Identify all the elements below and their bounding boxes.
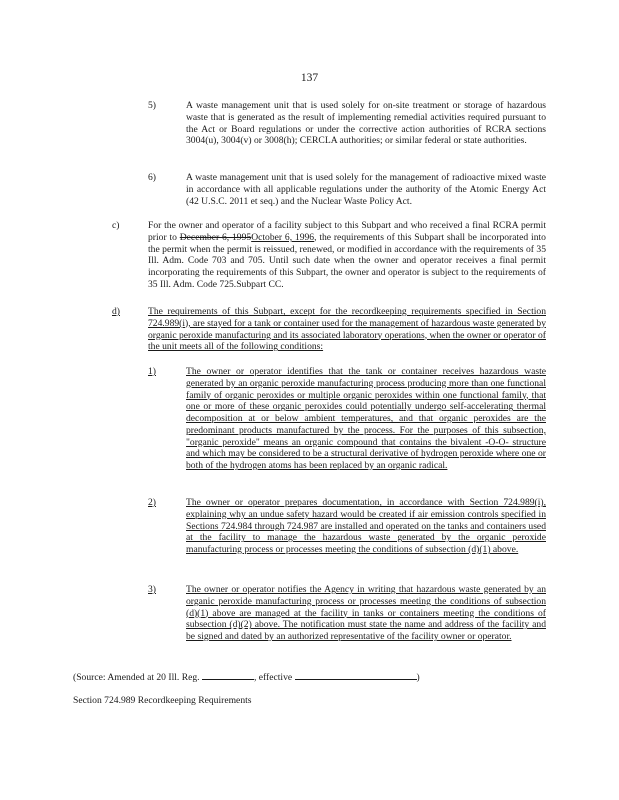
item-d2-text: The owner or operator prepares documentation, in accordance with Section 724.989(i), explaining why an undue safety hazard would be created if air emission controls specified in Sections 724.984 through 724.987 are installed and operated on the tanks and containers used at the facility to manage the hazardous waste generated by the organic peroxide manufacturing process or processes meeting the conditions of subsection (d)(1) above. [186, 497, 546, 555]
item-d3-label: 3) [148, 584, 156, 595]
item-d-text: The requirements of this Subpart, except for the recordkeeping requirements specified in Section 724.989(i), are stayed for a tank or container used for the management of hazardous waste generated by organic peroxide manufacturing and its associated laboratory operations, when the owner or operator of the unit meets all of the following conditions: [148, 306, 546, 353]
item-d2-label: 2) [148, 497, 156, 508]
item-d-label: d) [112, 306, 120, 317]
source-suffix: ) [416, 672, 420, 683]
item-5 [186, 100, 546, 147]
item-d1-text: The owner or operator identifies that the tank or container receives hazardous waste generated by an organic peroxide manufacturing process producing more than one functional family of organic peroxides or multiple organic peroxides within one functional family, that one or more of these organic peroxides could potentially undergo self-accelerating thermal decomposition at or below ambient temperatures, and that organic peroxides are the predominant products manufactured by the process. For the purposes of this subsection, "organic peroxide" means an organic compound that contains the bivalent -O-O- structure and which may be considered to be a structural derivative of hydrogen peroxide where one or both of the hydrogen atoms has been replaced by an organic radical. [186, 366, 546, 471]
item-c [148, 220, 546, 291]
item-d2 [186, 497, 546, 556]
item-c-struck-date: December 6, 1995 [179, 231, 252, 243]
source-note [73, 670, 420, 684]
item-5-text: A waste management unit that is used solely for on-site treatment or storage of hazardous waste that is generated as the result of implementing remedial activities required pursuant to the Act or Board regulations or under the corrective action authorities of RCRA sections 3004(u), 3004(v) or 3008(h); CERCLA authorities; or similar federal or state authorities. [186, 100, 546, 147]
item-6-text: A waste management unit that is used solely for the management of radioactive mixed waste in accordance with all applicable regulations under the authority of the Atomic Energy Act (42 U.S.C. 2011 et seq.) and the Nuclear Waste Policy Act. [186, 172, 546, 207]
page-number: 137 [300, 72, 319, 84]
source-prefix: (Source: Amended at 20 Ill. Reg. [73, 672, 202, 683]
item-d1-label: 1) [148, 366, 156, 377]
item-c-text-2: , the requirements of this Subpart shall be incorporated into the permit when the permit is reissued, renewed, or modified in accordance with the requirements of 35 Ill. Adm. Code 703 and 705. Until such date when the owner and operator receives a final permit incorporating the requirements of this Subpart, the owner and operator is subject to the requirements of 35 Ill. Adm. Code 725.Subpart CC. [148, 231, 546, 290]
item-5-label: 5) [148, 100, 156, 111]
section-heading: Section 724.989 Recordkeeping Requirements [73, 695, 252, 706]
source-effective: , effective [253, 672, 295, 683]
item-d [148, 306, 546, 353]
item-d1 [186, 366, 546, 472]
item-d3 [186, 584, 546, 643]
effective-date-blank [295, 670, 417, 680]
item-c-inserted-date: October 6, 1996 [251, 231, 315, 243]
item-d3-text: The owner or operator notifies the Agency in writing that hazardous waste generated by an organic peroxide manufacturing process or processes meeting the conditions of subsection (d)(1) above are managed at the facility in tanks or containers meeting the conditions of subsection (d)(2) above. The notification must state the name and address of the facility and be signed and dated by an authorized representative of the facility owner or operator. [186, 584, 546, 642]
item-c-text [148, 220, 546, 291]
item-c-text-1: For the owner and operator of a facility subject to this Subpart and who received a final RCRA permit prior to [148, 220, 546, 243]
item-c-label: c) [112, 220, 120, 231]
register-page-blank [202, 670, 254, 680]
item-6-label: 6) [148, 172, 156, 183]
item-6 [186, 172, 546, 207]
